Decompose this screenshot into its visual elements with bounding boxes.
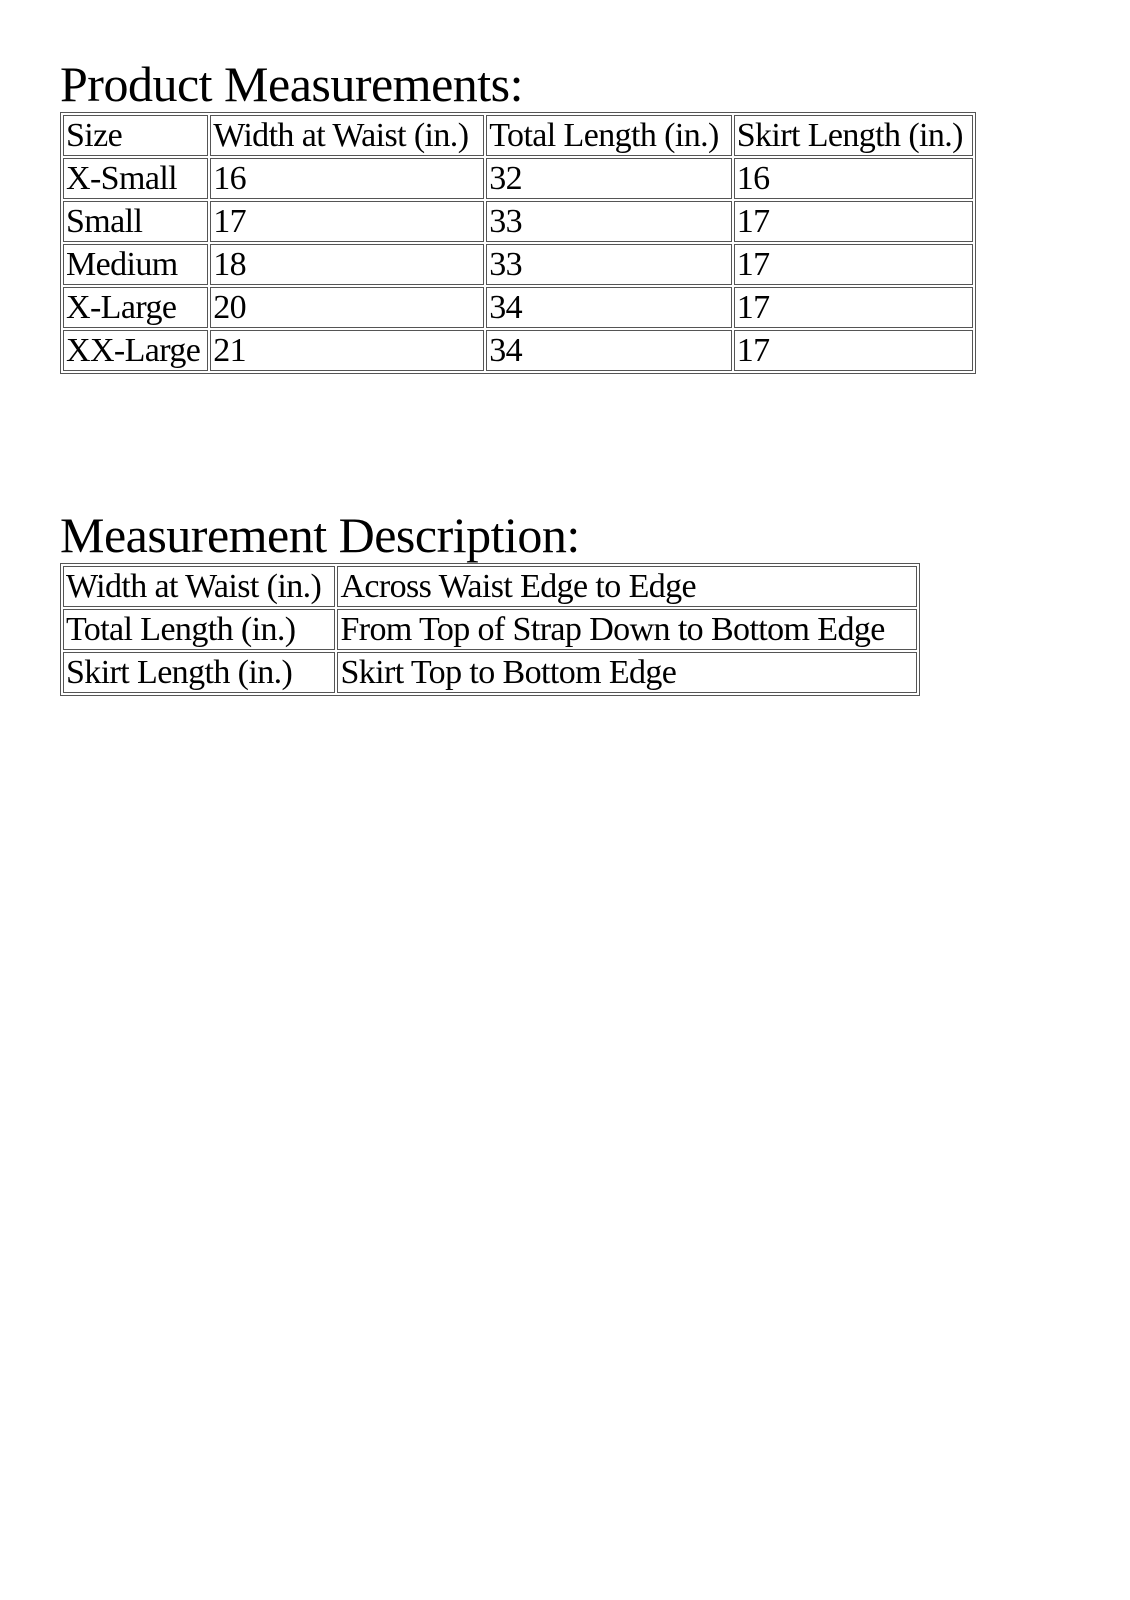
measurement-description-table bbox=[60, 563, 920, 696]
total-length-cell: 34 bbox=[486, 330, 731, 371]
measurement-description-title: Measurement Description: bbox=[60, 507, 580, 563]
measurement-description-cell: Skirt Top to Bottom Edge bbox=[337, 652, 917, 693]
measurement-description-cell: From Top of Strap Down to Bottom Edge bbox=[337, 609, 917, 650]
header-cell-size: Size bbox=[63, 115, 208, 156]
table-row bbox=[63, 158, 973, 199]
measurement-name-cell: Skirt Length (in.) bbox=[63, 652, 335, 693]
size-cell: X-Large bbox=[63, 287, 208, 328]
header-cell-width-at-waist: Width at Waist (in.) bbox=[210, 115, 484, 156]
total-length-cell: 34 bbox=[486, 287, 731, 328]
header-cell-total-length: Total Length (in.) bbox=[486, 115, 731, 156]
size-cell: X-Small bbox=[63, 158, 208, 199]
total-length-cell: 32 bbox=[486, 158, 731, 199]
measurement-name-cell: Total Length (in.) bbox=[63, 609, 335, 650]
width-at-waist-cell: 17 bbox=[210, 201, 484, 242]
width-at-waist-cell: 21 bbox=[210, 330, 484, 371]
table-row bbox=[63, 609, 917, 650]
table-row bbox=[63, 287, 973, 328]
table-row bbox=[63, 652, 917, 693]
skirt-length-cell: 17 bbox=[734, 201, 973, 242]
width-at-waist-cell: 16 bbox=[210, 158, 484, 199]
table-row bbox=[63, 330, 973, 371]
total-length-cell: 33 bbox=[486, 244, 731, 285]
size-cell: XX-Large bbox=[63, 330, 208, 371]
table-row bbox=[63, 201, 973, 242]
total-length-cell: 33 bbox=[486, 201, 731, 242]
skirt-length-cell: 16 bbox=[734, 158, 973, 199]
width-at-waist-cell: 20 bbox=[210, 287, 484, 328]
table-row bbox=[63, 566, 917, 607]
measurement-name-cell: Width at Waist (in.) bbox=[63, 566, 335, 607]
skirt-length-cell: 17 bbox=[734, 330, 973, 371]
size-cell: Medium bbox=[63, 244, 208, 285]
table-row bbox=[63, 244, 973, 285]
width-at-waist-cell: 18 bbox=[210, 244, 484, 285]
table-header-row bbox=[63, 115, 973, 156]
header-cell-skirt-length: Skirt Length (in.) bbox=[734, 115, 973, 156]
measurement-description-cell: Across Waist Edge to Edge bbox=[337, 566, 917, 607]
size-cell: Small bbox=[63, 201, 208, 242]
skirt-length-cell: 17 bbox=[734, 244, 973, 285]
product-measurements-table bbox=[60, 112, 976, 374]
skirt-length-cell: 17 bbox=[734, 287, 973, 328]
product-measurements-title: Product Measurements: bbox=[60, 56, 524, 112]
